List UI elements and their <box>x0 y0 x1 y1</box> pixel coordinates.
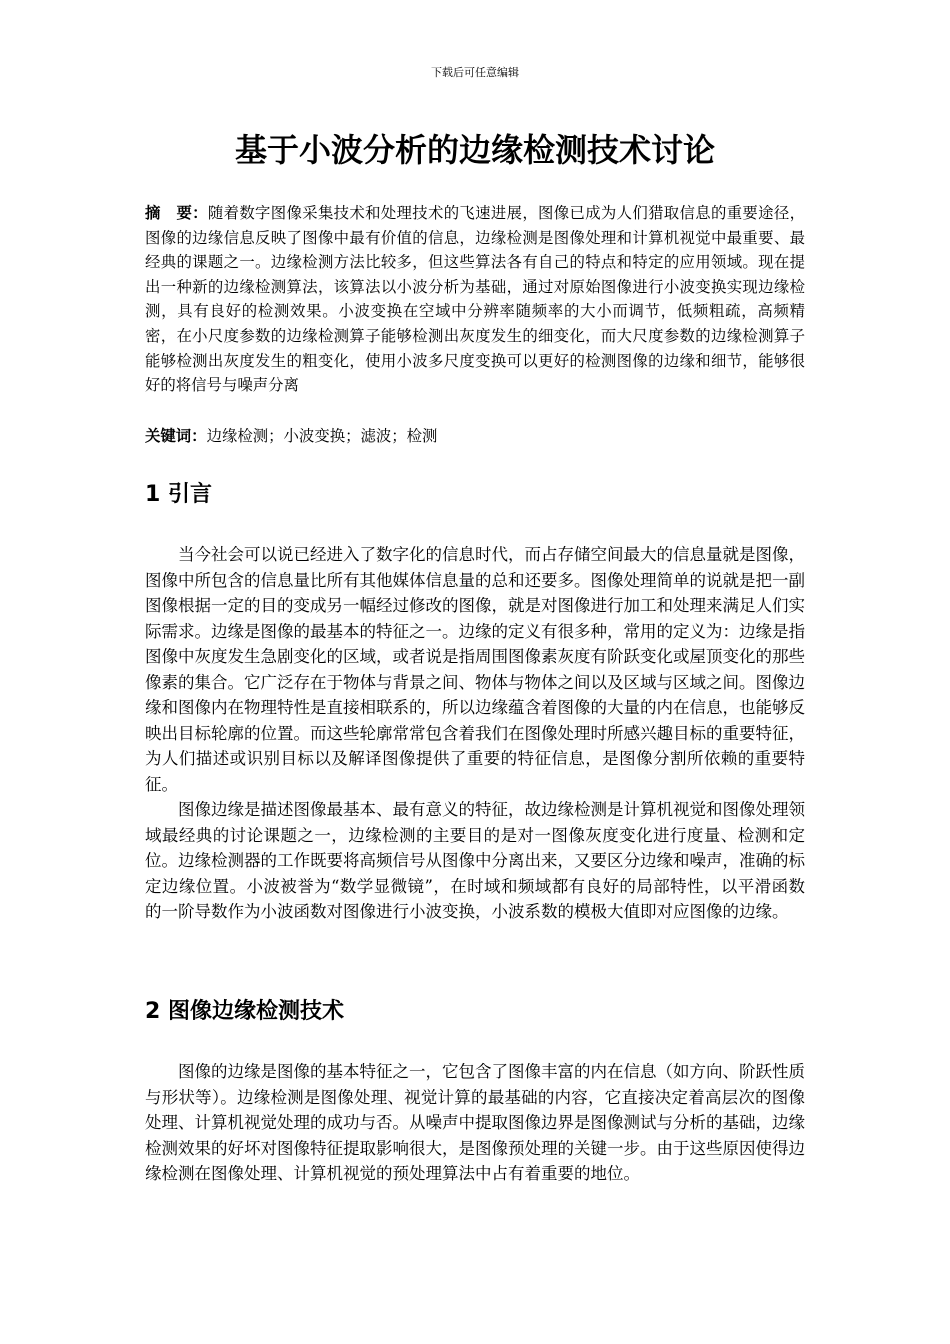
abstract-label: 摘 要： <box>145 204 208 222</box>
keywords <box>145 424 805 448</box>
document-title: 基于小波分析的边缘检测技术讨论 <box>234 131 715 169</box>
section-body-edge-detection <box>145 1059 805 1187</box>
section-heading-introduction: 1 引言 <box>145 482 212 507</box>
keywords-label: 关键词： <box>145 427 207 445</box>
paragraph: 当今社会可以说已经进入了数字化的信息时代，而占存储空间最大的信息量就是图像，图像中所包含的信息量比所有其他媒体信息量的总和还要多。图像处理简单的说就是把一副图像根据一定的目的变成另一幅经过修改的图像，就是对图像进行加工和处理来满足人们实际需求。边缘是图像的最基本的特征之一。边缘的定义有很多种，常用的定义为：边缘是指图像中灰度发生急剧变化的区域，或者说是指周围图像素灰度有阶跃变化或屋顶变化的那些像素的集合。它广泛存在于物体与背景之间、物体与物体之间以及区域与区域之间。图像边缘和图像内在物理特性是直接相联系的，所以边缘蕴含着图像的大量的内在信息，也能够反映出目标轮廓的位置。而这些轮廓常常包含着我们在图像处理时所感兴趣目标的重要特征，为人们描述或识别目标以及解译图像提供了重要的特征信息，是图像分割所依赖的重要特征。 <box>145 545 805 794</box>
section-heading-edge-detection: 2 图像边缘检测技术 <box>145 999 344 1024</box>
paragraph: 图像边缘是描述图像最基本、最有意义的特征，故边缘检测是计算机视觉和图像处理领域最经典的讨论课题之一，边缘检测的主要目的是对一图像灰度变化进行度量、检测和定位。边缘检测器的工作既要将高频信号从图像中分离出来，又要区分边缘和噪声，准确的标定边缘位置。小波被誉为“数学显微镜”，在时域和频域都有良好的局部特性，以平滑函数的一阶导数作为小波函数对图像进行小波变换，小波系数的模极大值即对应图像的边缘。 <box>145 800 805 921</box>
header-note: 下载后可任意编辑 <box>431 66 519 79</box>
keywords-text: 边缘检测；小波变换；滤波；检测 <box>206 427 438 445</box>
paragraph: 图像的边缘是图像的基本特征之一，它包含了图像丰富的内在信息（如方向、阶跃性质与形状等）。边缘检测是图像处理、视觉计算的最基础的内容，它直接决定着高层次的图像处理、计算机视觉处理的成功与否。从噪声中提取图像边界是图像测试与分析的基础，边缘检测效果的好坏对图像特征提取影响很大，是图像预处理的关键一步。由于这些原因使得边缘检测在图像处理、计算机视觉的预处理算法中占有着重要的地位。 <box>145 1062 805 1183</box>
abstract-text: 随着数字图像采集技术和处理技术的飞速进展，图像已成为人们猎取信息的重要途径，图像的边缘信息反映了图像中最有价值的信息，边缘检测是图像处理和计算机视觉中最重要、最经典的课题之一。边缘检测方法比较多，但这些算法各有自己的特点和特定的应用领域。现在提出一种新的边缘检测算法，该算法以小波分析为基础，通过对原始图像进行小波变换实现边缘检测，具有良好的检测效果。小波变换在空域中分辨率随频率的大小而调节，低频粗疏，高频精密，在小尺度参数的边缘检测算子能够检测出灰度发生的细变化，而大尺度参数的边缘检测算子能够检测出灰度发生的粗变化，使用小波多尺度变换可以更好的检测图像的边缘和细节，能够很好的将信号与噪声分离 <box>145 204 805 395</box>
section-body-introduction <box>145 542 805 925</box>
abstract <box>145 201 805 398</box>
